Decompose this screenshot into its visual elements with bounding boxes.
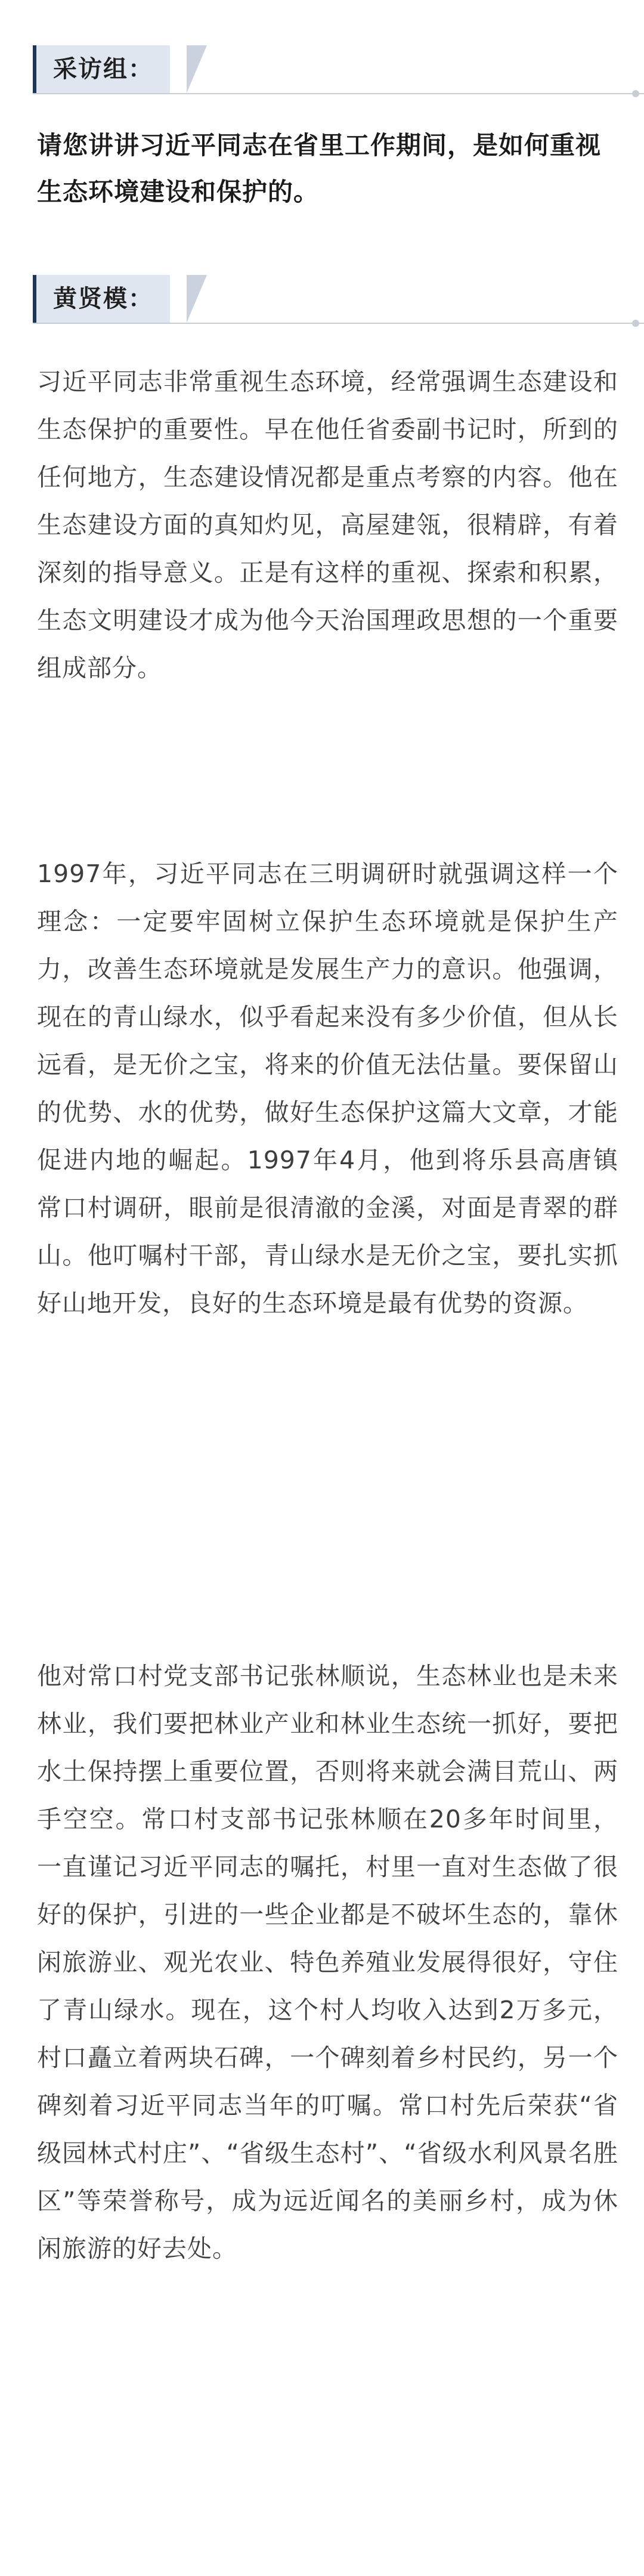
heading-rule bbox=[33, 323, 644, 324]
answer-paragraph-1: 习近平同志非常重视生态环境，经常强调生态建设和生态保护的重要性。早在他任省委副书记时，所到的任何地方，生态建设情况都是重点考察的内容。他在生态建设方面的真知灼见，高屋建瓴，很精辟，有着深刻的指导意义。正是有这样的重视、探索和积累，生态文明建设才成为他今天治国理政思想的一个重要组成部分。 bbox=[37, 367, 618, 682]
heading-rule bbox=[33, 93, 644, 94]
label-fold-decoration bbox=[187, 275, 207, 323]
rule-end-dot bbox=[632, 90, 639, 97]
answer-paragraph-3: 他对常口村党支部书记张林顺说，生态林业也是未来林业，我们要把林业产业和林业生态统一抓好，要把水土保持摆上重要位置，否则将来就会满目荒山、两手空空。常口村支部书记张林顺在20多年时间里，一直谨记习近平同志的嘱托，村里一直对生态做了很好的保护，引进的一些企业都是不破坏生态的，靠休闲旅游业、观光农业、特色养殖业发展得很好，守住了青山绿水。现在，这个村人均收入达到2万多元，村口矗立着两块石碑，一个碑刻着乡村民约，另一个碑刻着习近平同志当年的叮嘱。常口村先后荣获“省级园林式村庄”、“省级生态村”、“省级水利风景名胜区”等荣誉称号，成为远近闻名的美丽乡村，成为休闲旅游的好去处。 bbox=[37, 1662, 618, 2263]
answer-paragraph-2: 1997年，习近平同志在三明调研时就强调这样一个理念：一定要牢固树立保护生态环境就是保护生产力，改善生态环境就是发展生产力的意识。他强调，现在的青山绿水，似乎看起来没有多少价值，但从长远看，是无价之宝，将来的价值无法估量。要保留山的优势、水的优势，做好生态保护这篇大文章，才能促进内地的崛起。1997年4月，他到将乐县高唐镇常口村调研，眼前是很清澈的金溪，对面是青翠的群山。他叮嘱村干部，青山绿水是无价之宝，要扎实抓好山地开发，良好的生态环境是最有优势的资源。 bbox=[37, 859, 618, 1318]
label-fold-decoration bbox=[187, 45, 207, 93]
interviewer-label: 采访组： bbox=[33, 45, 170, 93]
rule-end-dot bbox=[632, 320, 639, 327]
interviewer-heading bbox=[33, 42, 644, 101]
question-text: 请您讲讲习近平同志在省里工作期间，是如何重视生态环境建设和保护的。 bbox=[37, 131, 602, 206]
respondent-label: 黄贤模： bbox=[33, 275, 170, 323]
respondent-heading bbox=[33, 271, 644, 331]
